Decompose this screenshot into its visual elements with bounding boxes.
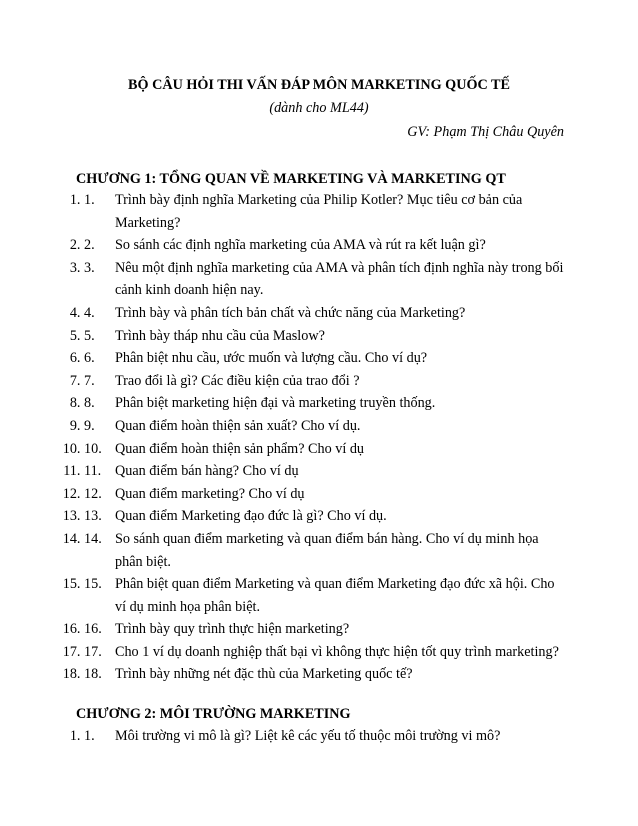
chapter-2-question-list — [84, 725, 564, 748]
question-text: So sánh các định nghĩa marketing của AMA và rút ra kết luận gì? — [115, 237, 486, 254]
question-number: 10. 10. — [84, 440, 102, 457]
question-text: Trao đổi là gì? Các điều kiện của trao đổi ? — [115, 372, 360, 389]
question-number: 11. 11. — [84, 463, 102, 480]
question-text: Quan điểm bán hàng? Cho ví dụ — [115, 463, 299, 480]
chapter-2-heading: CHƯƠNG 2: MÔI TRƯỜNG MARKETING — [76, 706, 351, 722]
question-number: 16. 16. — [84, 621, 102, 638]
question-item — [84, 573, 564, 618]
document-subtitle: (dành cho ML44) — [269, 100, 369, 116]
question-item — [84, 302, 564, 325]
question-item — [84, 438, 564, 461]
question-number: 2. 2. — [84, 237, 95, 254]
question-text: Trình bày những nét đặc thù của Marketing quốc tế? — [115, 666, 413, 683]
question-number: 6. 6. — [84, 350, 95, 367]
chapter-1-question-list — [84, 189, 564, 686]
question-text: Quan điểm hoàn thiện sản xuất? Cho ví dụ. — [115, 417, 361, 434]
question-item — [84, 483, 564, 506]
question-number: 5. 5. — [84, 327, 95, 344]
question-number: 3. 3. — [84, 259, 95, 276]
question-text: Trình bày tháp nhu cầu của Maslow? — [115, 327, 325, 344]
question-text: Trình bày quy trình thực hiện marketing? — [115, 621, 350, 638]
question-item — [84, 189, 564, 234]
question-text: Môi trường vi mô là gì? Liệt kê các yếu tố thuộc môi trường vi mô? — [115, 728, 501, 744]
question-item — [84, 528, 564, 573]
question-item — [84, 505, 564, 528]
question-item — [84, 370, 564, 393]
question-item — [84, 725, 564, 748]
question-text: Cho 1 ví dụ doanh nghiệp thất bại vì không thực hiện tốt quy trình marketing? — [115, 643, 559, 660]
question-number: 1. 1. — [84, 728, 95, 744]
question-text: Quan điểm Marketing đạo đức là gì? Cho ví dụ. — [115, 508, 387, 525]
question-number: 1. 1. — [84, 192, 95, 208]
question-number: 18. 18. — [84, 666, 102, 683]
document-author: GV: Phạm Thị Châu Quyên — [407, 124, 564, 140]
question-text: Phân biệt nhu cầu, ước muốn và lượng cầu. Cho ví dụ? — [115, 350, 428, 367]
question-text: Nêu một định nghĩa marketing của AMA và phân tích định nghĩa này trong bối cảnh kinh doanh hiện nay. — [115, 259, 564, 299]
question-text: Quan điểm hoàn thiện sản phẩm? Cho ví dụ — [115, 440, 365, 457]
question-number: 12. 12. — [84, 485, 102, 502]
question-number: 17. 17. — [84, 643, 102, 660]
question-number: 15. 15. — [84, 576, 102, 593]
question-item — [84, 663, 564, 686]
question-item — [84, 415, 564, 438]
question-text: Trình bày và phân tích bản chất và chức năng của Marketing? — [115, 304, 466, 321]
question-number: 4. 4. — [84, 304, 95, 321]
question-text: Phân biệt quan điểm Marketing và quan điểm Marketing đạo đức xã hội. Cho ví dụ minh họa phân biệt. — [115, 576, 555, 615]
question-number: 14. 14. — [84, 530, 102, 547]
question-item — [84, 392, 564, 415]
chapter-1-heading: CHƯƠNG 1: TỔNG QUAN VỀ MARKETING VÀ MARKETING QT — [76, 171, 506, 187]
question-text: Quan điểm marketing? Cho ví dụ — [115, 485, 305, 502]
question-item — [84, 641, 564, 664]
question-item — [84, 257, 564, 302]
question-item — [84, 325, 564, 348]
question-item — [84, 347, 564, 370]
question-text: Trình bày định nghĩa Marketing của Philip Kotler? Mục tiêu cơ bản của Marketing? — [115, 192, 523, 231]
question-item — [84, 460, 564, 483]
question-item — [84, 234, 564, 257]
question-number: 13. 13. — [84, 508, 102, 525]
question-number: 9. 9. — [84, 417, 95, 434]
question-text: So sánh quan điểm marketing và quan điểm bán hàng. Cho ví dụ minh họa phân biệt. — [115, 530, 539, 570]
question-number: 7. 7. — [84, 372, 95, 389]
question-number: 8. 8. — [84, 395, 95, 412]
question-item — [84, 618, 564, 641]
question-text: Phân biệt marketing hiện đại và marketing truyền thống. — [115, 395, 436, 412]
document-title: BỘ CÂU HỎI THI VẤN ĐÁP MÔN MARKETING QUỐC TẾ — [128, 77, 510, 93]
